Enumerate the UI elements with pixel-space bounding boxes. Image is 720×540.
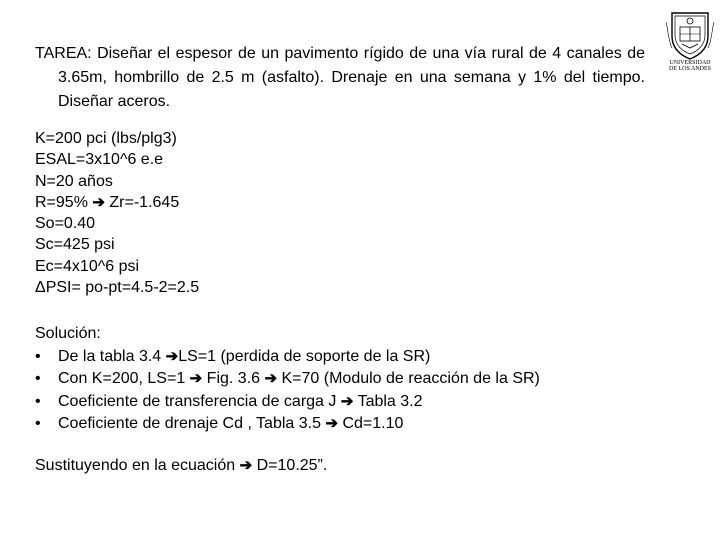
bullet-icon: • bbox=[35, 370, 41, 387]
final-result bbox=[35, 455, 327, 477]
final-result-value: D=10.25”. bbox=[252, 457, 328, 474]
arrow-icon: ➔ bbox=[325, 415, 339, 432]
parameter-list bbox=[35, 128, 199, 298]
param-r bbox=[35, 192, 199, 213]
solution-item bbox=[35, 368, 540, 391]
solution-item bbox=[35, 413, 540, 436]
bullet-icon: • bbox=[35, 415, 41, 432]
solution-item-result: Tabla 3.2 bbox=[353, 392, 423, 410]
arrow-icon: ➔ bbox=[264, 370, 278, 387]
university-crest-icon bbox=[664, 10, 716, 72]
param-ec: Ec=4x10^6 psi bbox=[35, 257, 140, 275]
solution-item bbox=[35, 346, 540, 369]
solution-section bbox=[35, 323, 540, 436]
solution-item-result: Cd=1.10 bbox=[338, 415, 404, 432]
solution-item bbox=[35, 391, 540, 414]
task-statement: TAREA: Diseñar el espesor de un pavimento rígido de una vía rural de 4 canales de 3.65m, hombrillo de 2.5 m (asfalto). Drenaje en una semana y 1% del tiempo. Diseñar aceros. bbox=[35, 45, 645, 110]
solution-item-text: Con K=200, LS=1 bbox=[58, 370, 190, 387]
logo-line1: UNIVERSIDAD bbox=[669, 60, 711, 66]
solution-item-text: Coeficiente de drenaje Cd , Tabla 3.5 bbox=[58, 415, 326, 432]
param-esal: ESAL=3x10^6 e.e bbox=[35, 151, 164, 169]
solution-title: Solución: bbox=[35, 325, 101, 342]
bullet-icon: • bbox=[35, 392, 41, 410]
param-k: K=200 pci (lbs/plg3) bbox=[35, 130, 177, 147]
param-delta-psi: ΔPSI= po-pt=4.5-2=2.5 bbox=[35, 279, 200, 297]
arrow-icon: ➔ bbox=[239, 457, 253, 474]
final-result-text: Sustituyendo en la ecuación bbox=[35, 457, 240, 474]
solution-item-text: Coeficiente de transferencia de carga J bbox=[58, 392, 341, 410]
param-so: So=0.40 bbox=[35, 215, 96, 233]
param-n: N=20 años bbox=[35, 172, 113, 190]
param-zr-value: Zr=-1.645 bbox=[109, 193, 180, 211]
solution-item-result: LS=1 (perdida de soporte de la SR) bbox=[178, 347, 431, 365]
param-r-value: R=95% bbox=[35, 193, 88, 211]
arrow-icon: ➔ bbox=[340, 392, 354, 410]
arrow-icon: ➔ bbox=[189, 370, 203, 387]
arrow-icon: ➔ bbox=[92, 193, 105, 211]
logo-line2: DE LOS ANDES bbox=[668, 66, 712, 72]
solution-item-middle: Fig. 3.6 bbox=[202, 370, 265, 387]
arrow-icon: ➔ bbox=[165, 347, 179, 365]
solution-item-result: K=70 (Modulo de reacción de la SR) bbox=[277, 370, 540, 387]
bullet-icon: • bbox=[35, 347, 41, 365]
param-sc: Sc=425 psi bbox=[35, 236, 115, 254]
solution-item-text: De la tabla 3.4 bbox=[58, 347, 166, 365]
